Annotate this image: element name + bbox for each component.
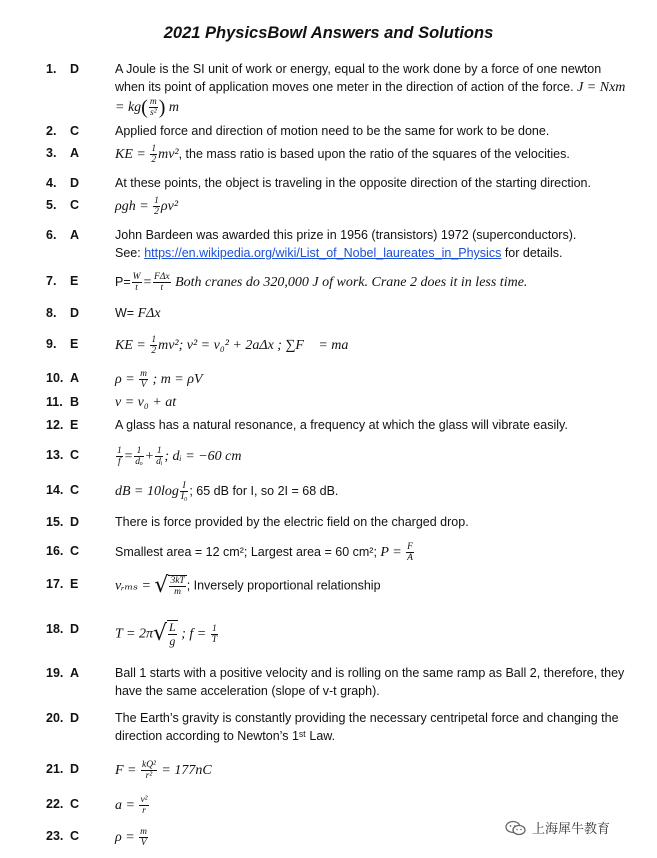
solution-text: Applied force and direction of motion need to be the same for work to be done. (115, 124, 550, 138)
solution-text: ρ = $\frac{m}{V}$ ; m = ρV (115, 369, 203, 390)
answer-letter: A (70, 666, 80, 680)
solution-text: The Earth’s gravity is constantly providing the necessary centripetal force and changing the direction according to Newton’s 1ˢᵗ Law. (115, 711, 619, 743)
answer-letter: C (70, 124, 80, 138)
answer-letter: D (70, 306, 80, 320)
answer-letter: D (70, 515, 80, 529)
answer-letter: C (70, 448, 80, 462)
question-number: 21. (46, 762, 64, 776)
answer-letter: C (70, 797, 80, 811)
solution-text: Ball 1 starts with a positive velocity and is rolling on the same ramp as Ball 2, therefore, they have the same acceleration (slope of v-t graph). (115, 666, 625, 698)
solution-text: KE = $\frac{1}{2}$ mv², the mass ratio is based upon the ratio of the squares of the velocities. (115, 144, 570, 165)
question-number: 20. (46, 711, 64, 725)
question-number: 17. (46, 577, 64, 591)
solution-text: P= $\frac{W}{t}$ = $\frac{\text{FΔx}}{t}$ Both cranes do 320,000 J of work. Crane 2 does it in less time. (115, 272, 528, 293)
answer-letter: C (70, 544, 80, 558)
answer-letter: D (70, 622, 80, 636)
watermark-text: 上海犀牛教育 (532, 821, 611, 836)
nobel-laureates-link[interactable]: https://en.wikipedia.org/wiki/List_of_Nobel_laureates_in_Physics (144, 246, 502, 260)
answer-letter: C (70, 829, 80, 843)
solution-text: v = v₀ + at (115, 395, 177, 410)
solution-text: dB = 10log $\frac{I}{\text{I₀}}$ ; 65 dB for I, so 2I = 68 dB. (115, 481, 339, 502)
solution-text: W= FΔx (115, 306, 161, 321)
question-number: 15. (46, 515, 64, 529)
question-number: 23. (46, 829, 64, 843)
answer-letter: D (70, 762, 80, 776)
answer-letter: D (70, 176, 80, 190)
solution-text: ρgh = $\frac{1}{2}$ ρv² (115, 196, 179, 217)
question-number: 4. (46, 176, 57, 190)
question-number: 5. (46, 198, 57, 212)
question-number: 8. (46, 306, 57, 320)
solution-text: $\frac{1}{f}$ = $\frac{1}{\text{dₒ}}$ + $\frac{1}{\text{dᵢ}}$ ; dᵢ = −60 cm (117, 446, 242, 467)
answer-letter: B (70, 395, 80, 409)
solution-text: ρ = $\frac{m}{V}$ (115, 827, 148, 848)
page-title: 2021 PhysicsBowl Answers and Solutions (163, 24, 494, 42)
answer-letter: A (70, 371, 80, 385)
solution-text: KE = $\frac{1}{2}$ mv²; v² = v₀² + 2aΔx ; ∑F⃗ = ma⃗ (115, 335, 360, 356)
question-number: 11. (46, 395, 63, 409)
question-number: 14. (46, 483, 64, 497)
answer-letter: C (70, 198, 80, 212)
solution-text: a = $\frac{\text{v²}}{r}$ (115, 795, 148, 816)
answer-letter: E (70, 418, 79, 432)
solution-text: T = 2π√ $\frac{L}{g}$ ; f = $\frac{1}{T}$ (115, 620, 217, 648)
solution-text: vᵣₘₛ = √ $\frac{3kT}{m}$ ; Inversely proportional relationship (115, 573, 381, 598)
answer-letter: D (70, 62, 80, 76)
solution-text: At these points, the object is traveling in the opposite direction of the starting direction. (115, 176, 591, 190)
watermark (505, 818, 610, 837)
question-number: 6. (46, 228, 57, 242)
question-number: 9. (46, 337, 57, 351)
question-number: 2. (46, 124, 57, 138)
answer-letter: C (70, 483, 80, 497)
solution-text: F = $\frac{\text{kQ²}}{\text{r²}}$ = 177nC (115, 760, 212, 781)
wechat-icon (505, 820, 527, 836)
solution-text: John Bardeen was awarded this prize in 1956 (transistors) 1972 (superconductors). See: https://en.wikipedia.org/wiki/List_of_Nobel_laureates_in_Physics for details. (115, 228, 577, 260)
answer-letter: D (70, 711, 80, 725)
question-number: 1. (46, 62, 57, 76)
solution-text: A glass has a natural resonance, a frequency at which the glass will vibrate easily. (115, 418, 568, 432)
question-number: 22. (46, 797, 64, 811)
question-number: 12. (46, 418, 64, 432)
question-number: 3. (46, 146, 57, 160)
solution-text: Smallest area = 12 cm²; Largest area = 60 cm²; P = $\frac{F}{A}$ (115, 542, 413, 563)
question-number: 13. (46, 448, 64, 462)
question-number: 7. (46, 274, 57, 288)
solution-text: There is force provided by the electric field on the charged drop. (115, 515, 469, 529)
answer-letter: A (70, 228, 80, 242)
answer-letter: E (70, 337, 79, 351)
question-number: 10. (46, 371, 64, 385)
question-number: 19. (46, 666, 64, 680)
answer-letter: A (70, 146, 80, 160)
solution-text: A Joule is the SI unit of work or energy, equal to the work done by a force of one newton when its point of application moves one meter in the direction of action of the force. J = Nxm = kg( $\frac{m}{\text{s²}}$ ) m (115, 62, 626, 119)
answer-letter: E (70, 274, 79, 288)
question-number: 16. (46, 544, 64, 558)
answer-letter: E (70, 577, 79, 591)
question-number: 18. (46, 622, 64, 636)
